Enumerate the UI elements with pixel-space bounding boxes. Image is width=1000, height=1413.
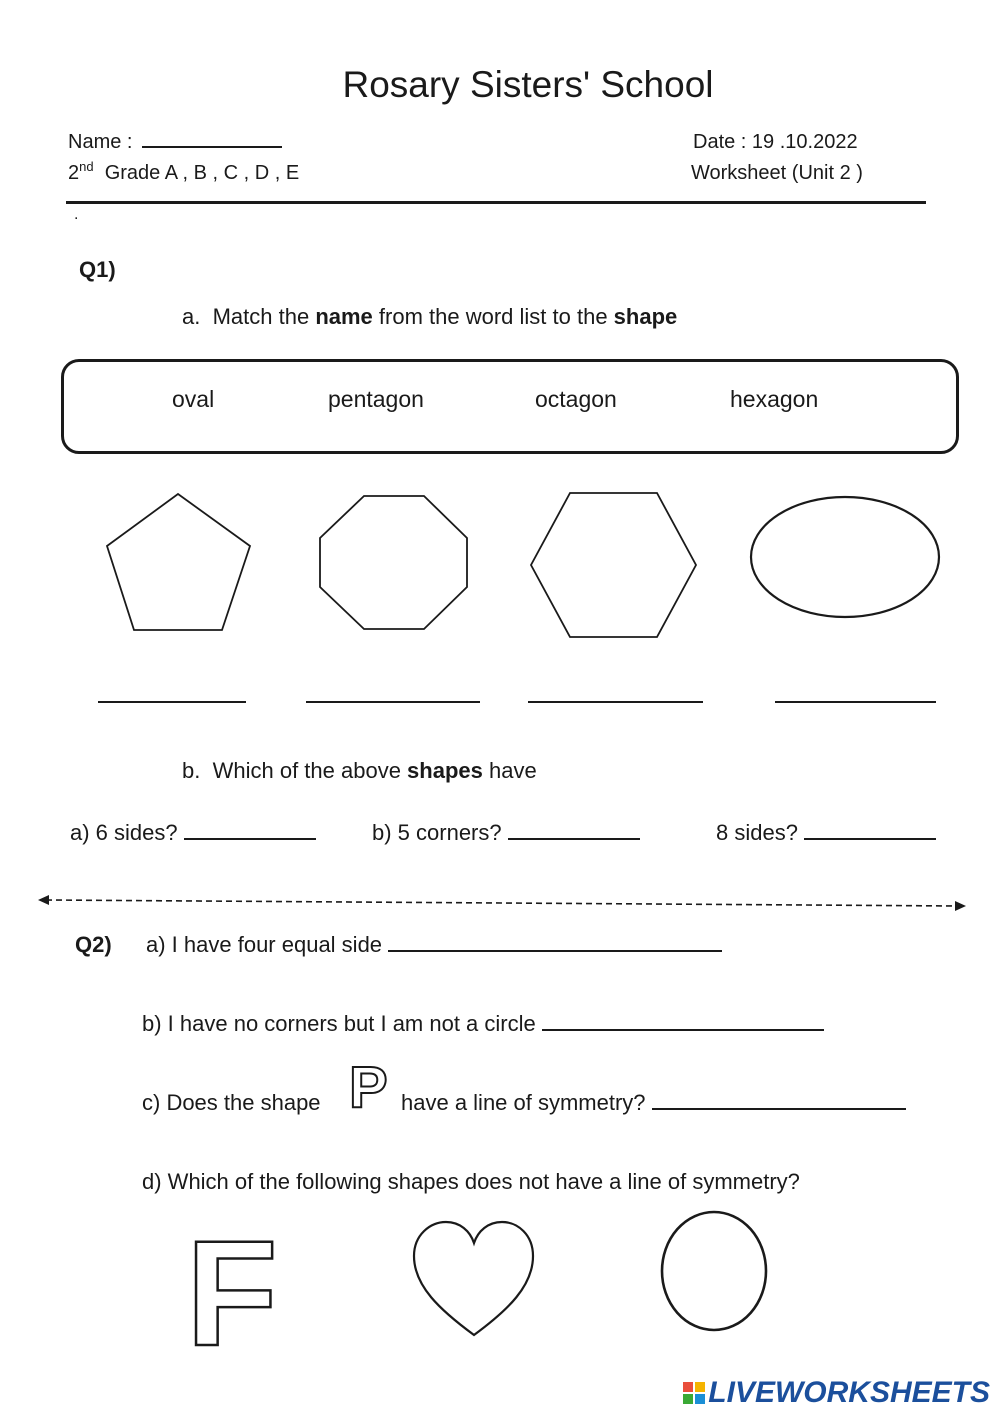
- circle-shape: [662, 1212, 766, 1330]
- q2c-rest: [401, 1090, 906, 1116]
- arrow-right-icon: [955, 901, 966, 911]
- answer-line-2[interactable]: [306, 701, 480, 703]
- q1b-bold-shapes: shapes: [407, 758, 483, 783]
- date-text: Date : 19 .10.2022: [693, 131, 858, 153]
- q1b-instruction: [182, 758, 537, 784]
- word-octagon[interactable]: octagon: [535, 386, 617, 412]
- q1a-bold-shape: shape: [613, 304, 678, 329]
- liveworksheets-logo: [683, 1376, 990, 1410]
- liveworksheets-logo-text: LIVEWORKSHEETS: [708, 1376, 990, 1409]
- pentagon-shape: [107, 494, 250, 630]
- q1b-text-2: have: [482, 758, 537, 783]
- q1b-sub-c: [716, 820, 936, 846]
- grade-classes: Grade A , B , C , D , E: [104, 162, 300, 184]
- q2c-blank[interactable]: [652, 1107, 906, 1110]
- q1a-text-2: from the word list to the: [372, 304, 614, 329]
- dashed-divider: [0, 890, 1000, 920]
- q2c-text-1: c) Does the shape: [142, 1090, 321, 1115]
- stray-dot: .: [74, 206, 79, 223]
- q1b-sub-a-blank[interactable]: [184, 837, 316, 840]
- q1b-sub-a: [70, 820, 316, 846]
- q2a: [146, 932, 722, 958]
- q1a-text-1: Match the: [212, 304, 316, 329]
- q1b-sub-b: [372, 820, 640, 846]
- q1b-sub-c-blank[interactable]: [804, 837, 936, 840]
- hexagon-shape: [531, 493, 696, 637]
- answer-line-4[interactable]: [775, 701, 936, 703]
- q2b-blank[interactable]: [542, 1028, 824, 1031]
- q2b-text: b) I have no corners but I am not a circle: [142, 1011, 536, 1036]
- q2d-text: d) Which of the following shapes does not have a line of symmetry?: [142, 1169, 800, 1194]
- q1b-sub-b-blank[interactable]: [508, 837, 640, 840]
- q1a-letter: a.: [182, 304, 201, 329]
- q1b-sub-b-text: b) 5 corners?: [372, 820, 502, 845]
- school-title: Rosary Sisters' School: [342, 64, 714, 105]
- grade-number: 2: [68, 162, 80, 184]
- grade-suffix: nd: [79, 159, 94, 174]
- q1a-bold-name: name: [315, 304, 373, 329]
- q1b-text-1: Which of the above: [212, 758, 408, 783]
- q2-label: Q2): [75, 932, 112, 957]
- octagon-shape: [320, 496, 467, 629]
- oval-shape: [751, 497, 939, 617]
- q2a-blank[interactable]: [388, 949, 722, 952]
- word-pentagon[interactable]: pentagon: [328, 386, 424, 412]
- arrow-left-icon: [38, 895, 49, 905]
- heart-shape: [414, 1222, 533, 1335]
- liveworksheets-logo-icon: [683, 1382, 705, 1404]
- q2a-text: a) I have four equal side: [146, 932, 383, 957]
- word-oval[interactable]: oval: [172, 386, 215, 412]
- letter-p-outline: P: [349, 1055, 388, 1120]
- q2d-shapes: [0, 1200, 1000, 1360]
- q1-label: Q1): [79, 257, 116, 282]
- q2c-text-2: have a line of symmetry?: [401, 1090, 646, 1115]
- worksheet-unit: Worksheet (Unit 2 ): [691, 162, 863, 184]
- q2b: [142, 1011, 824, 1037]
- q1b-sub-a-text: a) 6 sides?: [70, 820, 178, 845]
- letter-f-outline: F: [186, 1209, 274, 1377]
- answer-line-3[interactable]: [528, 701, 703, 703]
- word-hexagon[interactable]: hexagon: [730, 386, 819, 412]
- q1b-letter: b.: [182, 758, 201, 783]
- name-label: Name :: [68, 131, 133, 153]
- answer-line-1[interactable]: [98, 701, 246, 703]
- q1b-sub-c-text: 8 sides?: [716, 820, 798, 845]
